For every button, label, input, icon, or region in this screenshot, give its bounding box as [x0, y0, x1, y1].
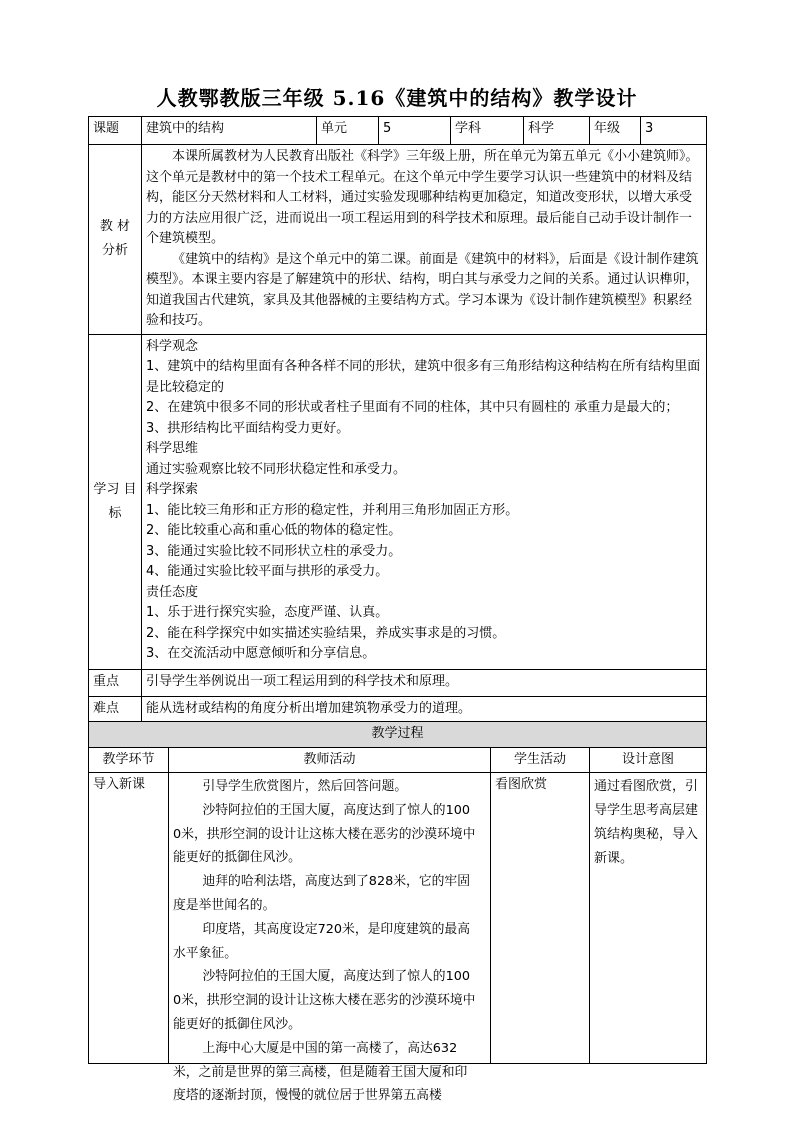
- analysis-paragraph: 《建筑中的结构》是这个单元中的第二课。前面是《建筑中的材料》，后面是《设计制作建筑模型》。本课主要内容是了解建筑中的形状、结构，明白其与承受力之间的关系。通过认识榫卯，知道我国古代建筑，家具及其他器械的主要结构方式。学习本课为《设计制作建筑模型》积累经验和技巧。: [146, 251, 699, 328]
- objective-line: 1、能比较三角形和正方形的稳定性，并利用三角形加固正方形。: [146, 502, 519, 518]
- lesson-info-table: [88, 116, 707, 724]
- teacher-paragraph: 引导学生欣赏图片，然后回答问题。: [202, 779, 408, 794]
- difficulty-label: 难点: [89, 696, 142, 723]
- unit-label: 单元: [317, 117, 379, 145]
- objective-line: 3、能通过实验比较不同形状立柱的承受力。: [146, 543, 402, 559]
- objective-line: 3、拱形结构比平面结构受力更好。: [146, 420, 350, 436]
- objective-line: 科学思维: [146, 441, 199, 456]
- course-value: 建筑中的结构: [142, 117, 317, 145]
- objective-line: 科学探索: [146, 482, 199, 497]
- teacher-paragraph: 印度塔，其高度设定720米，是印度建筑的最高水平象征。: [173, 921, 471, 961]
- teacher-paragraph: 沙特阿拉伯的王国大厦，高度达到了惊人的1000米，拱形空洞的设计让这栋大楼在恶劣的沙漠环境中能更好的抵御住风沙。: [173, 802, 476, 866]
- objective-line: 科学观念: [146, 338, 199, 354]
- process-title: 教学过程: [89, 722, 707, 748]
- keypoint-label: 重点: [89, 669, 142, 696]
- objective-line: 1、乐于进行探究实验，态度严谨、认真。: [146, 605, 389, 620]
- analysis-row: [89, 145, 707, 335]
- keypoint-value: 引导学生举例说出一项工程运用到的科学技术和原理。: [142, 669, 707, 696]
- teacher-paragraph: 上海中心大厦是中国的第一高楼了，高达632米，之前是世界的第三高楼，但是随着王国大厦和印度塔的逐渐封顶，慢慢的就位居于世界第五高楼: [173, 1040, 468, 1104]
- column-header: 教学环节: [89, 747, 169, 773]
- difficulty-row: [89, 696, 707, 723]
- process-header-row: [89, 747, 707, 773]
- keypoint-row: [89, 669, 707, 696]
- student-activity-cell: 看图欣赏: [491, 773, 590, 1064]
- objectives-content: [142, 334, 707, 669]
- objective-line: 通过实验观察比较不同形状稳定性和承受力。: [146, 461, 407, 477]
- stage-cell: 导入新课: [89, 773, 169, 1064]
- teaching-process-table: [88, 721, 707, 1104]
- difficulty-value: 能从选材或结构的角度分析出增加建筑物承受力的道理。: [142, 696, 707, 723]
- objective-line: 1、建筑中的结构里面有各种各样不同的形状，建筑中很多有三角形结构这种结构在所有结构里面是比较稳定的: [146, 359, 701, 395]
- objective-line: 2、能比较重心高和重心低的物体的稳定性。: [146, 523, 402, 538]
- process-title-row: [89, 722, 707, 748]
- objective-line: 3、在交流活动中愿意倾听和分享信息。: [146, 646, 376, 661]
- grade-label: 年级: [590, 117, 641, 145]
- header-row: [89, 117, 707, 145]
- objective-line: 责任态度: [146, 584, 199, 600]
- objective-line: 2、在建筑中很多不同的形状或者柱子里面有不同的柱体，其中只有圆柱的 承重力是最大的；: [146, 400, 679, 415]
- page-title: 人教鄂教版三年级 5.16《建筑中的结构》教学设计: [156, 86, 638, 110]
- course-label: 课题: [89, 117, 142, 145]
- table-row: [89, 773, 707, 1064]
- column-header: 教师活动: [169, 747, 491, 773]
- objective-line: 2、能在科学探究中如实描述实验结果，养成实事求是的习惯。: [146, 625, 506, 641]
- analysis-content: [142, 145, 707, 335]
- objectives-label: 学习 目标: [89, 334, 142, 669]
- teacher-paragraph: 沙特阿拉伯的王国大厦，高度达到了惊人的1000米，拱形空洞的设计让这栋大楼在恶劣的沙漠环境中能更好的抵御住风沙。: [173, 969, 476, 1032]
- design-intent-cell: 通过看图欣赏，引导学生思考高层建筑结构奥秘，导入新课。: [590, 773, 707, 1064]
- grade-value: 3: [641, 117, 707, 145]
- subject-value: 科学: [524, 117, 590, 145]
- analysis-paragraph: 本课所属教材为人民教育出版社《科学》三年级上册，所在单元为第五单元《小小建筑师》。这个单元是教材中的第一个技术工程单元。在这个单元中学生要学习认识一些建筑中的材料及结构，能区分天然材料和人工材料，通过实验发现哪种结构更加稳定，知道改变形状，以增大承受力的方法应用很广泛，进而说出一项工程运用到的科学技术和原理。最后能自己动手设计制作一个建筑模型。: [146, 149, 699, 246]
- teacher-paragraph: 迪拜的哈利法塔，高度达到了828米，它的牢固度是举世闻名的。: [173, 874, 471, 913]
- objectives-row: [89, 334, 707, 669]
- column-header: 设计意图: [590, 747, 707, 773]
- unit-value: 5: [379, 117, 451, 145]
- analysis-label: 教 材 分析: [89, 145, 142, 335]
- objective-line: 4、能通过实验比较平面与拱形的承受力。: [146, 564, 389, 579]
- teacher-activity-cell: [169, 773, 491, 1104]
- subject-label: 学科: [451, 117, 524, 145]
- teacher-activity-content: [173, 775, 476, 1104]
- column-header: 学生活动: [491, 747, 590, 773]
